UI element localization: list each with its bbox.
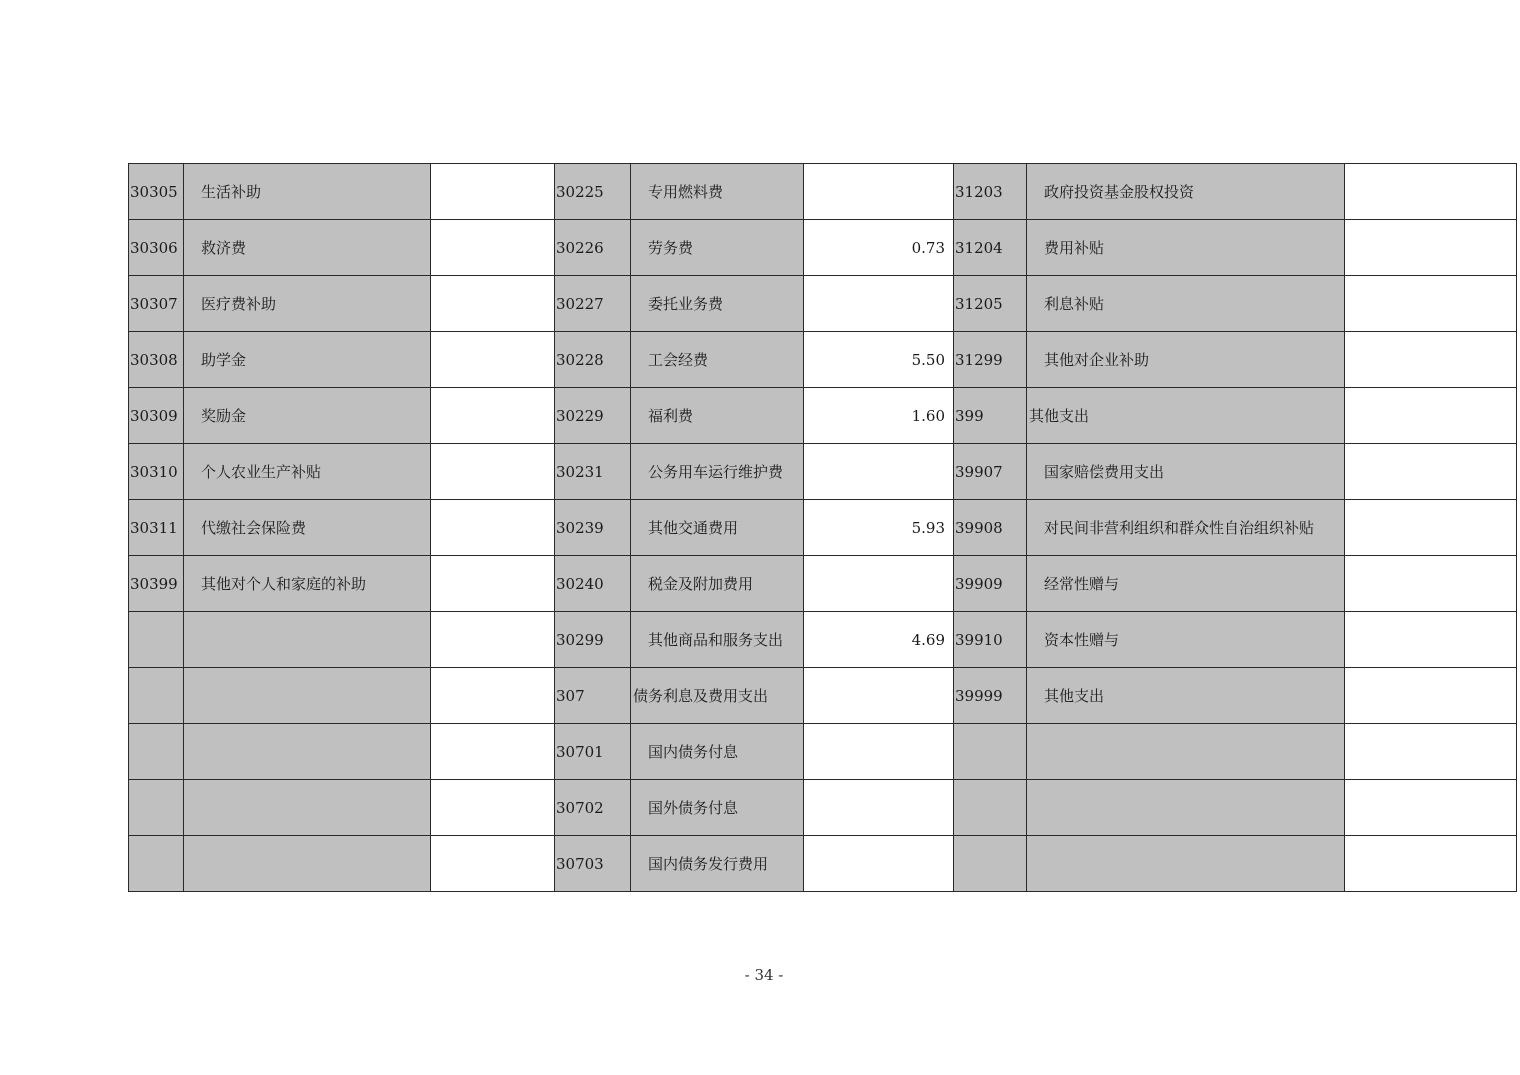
item-code-cell: 31299 [954, 332, 1027, 388]
amount-cell [1345, 780, 1517, 836]
item-code-cell: 30308 [129, 332, 184, 388]
item-code-cell: 39909 [954, 556, 1027, 612]
item-name-cell [184, 780, 431, 836]
item-name-cell: 其他交通费用 [631, 500, 804, 556]
table-row [129, 388, 1517, 444]
item-name-cell: 其他商品和服务支出 [631, 612, 804, 668]
table-row [129, 780, 1517, 836]
amount-cell [1345, 164, 1517, 220]
amount-cell [804, 276, 954, 332]
item-name-cell [1027, 724, 1345, 780]
amount-cell [1345, 724, 1517, 780]
item-code-cell: 30228 [555, 332, 631, 388]
item-code-cell [954, 836, 1027, 892]
table-row [129, 220, 1517, 276]
amount-cell [431, 388, 555, 444]
amount-cell [804, 164, 954, 220]
item-code-cell [129, 836, 184, 892]
amount-cell [431, 444, 555, 500]
amount-cell [431, 612, 555, 668]
item-name-cell: 国外债务付息 [631, 780, 804, 836]
item-code-cell: 30299 [555, 612, 631, 668]
amount-cell: 1.60 [804, 388, 954, 444]
item-name-cell [184, 724, 431, 780]
item-code-cell: 39907 [954, 444, 1027, 500]
page-number: - 34 - [744, 966, 784, 984]
amount-cell [1345, 500, 1517, 556]
amount-cell [1345, 332, 1517, 388]
table-row [129, 556, 1517, 612]
item-name-cell [184, 836, 431, 892]
item-name-cell: 助学金 [184, 332, 431, 388]
item-name-cell: 政府投资基金股权投资 [1027, 164, 1345, 220]
table-row [129, 500, 1517, 556]
expenditure-classification-table [128, 163, 1517, 892]
amount-cell [431, 332, 555, 388]
item-name-cell: 救济费 [184, 220, 431, 276]
item-code-cell: 30307 [129, 276, 184, 332]
item-code-cell: 30703 [555, 836, 631, 892]
item-name-cell: 国内债务付息 [631, 724, 804, 780]
amount-cell [1345, 444, 1517, 500]
item-name-cell: 奖励金 [184, 388, 431, 444]
item-name-cell: 国内债务发行费用 [631, 836, 804, 892]
item-code-cell: 30305 [129, 164, 184, 220]
item-name-cell: 其他支出 [1027, 388, 1345, 444]
table-row [129, 276, 1517, 332]
item-name-cell: 委托业务费 [631, 276, 804, 332]
amount-cell [431, 668, 555, 724]
item-code-cell [954, 780, 1027, 836]
item-code-cell [129, 780, 184, 836]
item-name-cell: 资本性赠与 [1027, 612, 1345, 668]
amount-cell [431, 556, 555, 612]
amount-cell [1345, 220, 1517, 276]
amount-cell [431, 836, 555, 892]
amount-cell: 4.69 [804, 612, 954, 668]
amount-cell: 5.93 [804, 500, 954, 556]
item-name-cell: 生活补助 [184, 164, 431, 220]
amount-cell [804, 724, 954, 780]
item-code-cell: 30309 [129, 388, 184, 444]
item-code-cell [129, 612, 184, 668]
table-row [129, 164, 1517, 220]
item-code-cell [129, 724, 184, 780]
item-code-cell: 30227 [555, 276, 631, 332]
item-name-cell: 国家赔偿费用支出 [1027, 444, 1345, 500]
item-name-cell: 经常性赠与 [1027, 556, 1345, 612]
item-name-cell [1027, 836, 1345, 892]
amount-cell [1345, 612, 1517, 668]
amount-cell [804, 780, 954, 836]
item-code-cell: 30225 [555, 164, 631, 220]
item-code-cell: 30702 [555, 780, 631, 836]
amount-cell [431, 276, 555, 332]
item-name-cell: 公务用车运行维护费 [631, 444, 804, 500]
item-name-cell: 个人农业生产补贴 [184, 444, 431, 500]
item-name-cell: 费用补贴 [1027, 220, 1345, 276]
item-code-cell: 30701 [555, 724, 631, 780]
item-name-cell: 其他支出 [1027, 668, 1345, 724]
item-code-cell [129, 668, 184, 724]
item-code-cell: 30239 [555, 500, 631, 556]
item-name-cell: 对民间非营利组织和群众性自治组织补贴 [1027, 500, 1345, 556]
amount-cell [431, 500, 555, 556]
amount-cell [1345, 836, 1517, 892]
amount-cell [1345, 556, 1517, 612]
table-row [129, 444, 1517, 500]
amount-cell [1345, 276, 1517, 332]
item-name-cell [1027, 780, 1345, 836]
item-name-cell: 劳务费 [631, 220, 804, 276]
item-code-cell: 30399 [129, 556, 184, 612]
table-row [129, 332, 1517, 388]
item-code-cell: 30310 [129, 444, 184, 500]
amount-cell [804, 836, 954, 892]
item-code-cell: 30240 [555, 556, 631, 612]
item-code-cell: 39999 [954, 668, 1027, 724]
item-code-cell: 307 [555, 668, 631, 724]
item-code-cell: 31204 [954, 220, 1027, 276]
amount-cell: 0.73 [804, 220, 954, 276]
item-code-cell: 39910 [954, 612, 1027, 668]
amount-cell [431, 164, 555, 220]
table-body [129, 164, 1517, 892]
amount-cell [431, 220, 555, 276]
item-code-cell: 30231 [555, 444, 631, 500]
amount-cell [431, 780, 555, 836]
amount-cell [804, 444, 954, 500]
item-code-cell: 30306 [129, 220, 184, 276]
amount-cell [431, 724, 555, 780]
item-code-cell: 31205 [954, 276, 1027, 332]
item-name-cell: 医疗费补助 [184, 276, 431, 332]
item-name-cell: 债务利息及费用支出 [631, 668, 804, 724]
table-row [129, 724, 1517, 780]
item-name-cell: 税金及附加费用 [631, 556, 804, 612]
amount-cell [804, 668, 954, 724]
amount-cell [804, 556, 954, 612]
item-code-cell: 31203 [954, 164, 1027, 220]
item-name-cell [184, 612, 431, 668]
item-name-cell: 代缴社会保险费 [184, 500, 431, 556]
item-code-cell: 30226 [555, 220, 631, 276]
table-row [129, 668, 1517, 724]
item-name-cell: 专用燃料费 [631, 164, 804, 220]
item-name-cell: 其他对个人和家庭的补助 [184, 556, 431, 612]
amount-cell [1345, 388, 1517, 444]
amount-cell [1345, 668, 1517, 724]
amount-cell: 5.50 [804, 332, 954, 388]
table-row [129, 836, 1517, 892]
item-name-cell [184, 668, 431, 724]
item-name-cell: 工会经费 [631, 332, 804, 388]
item-name-cell: 福利费 [631, 388, 804, 444]
item-code-cell: 399 [954, 388, 1027, 444]
table-row [129, 612, 1517, 668]
item-code-cell [954, 724, 1027, 780]
item-code-cell: 30311 [129, 500, 184, 556]
item-code-cell: 39908 [954, 500, 1027, 556]
item-name-cell: 利息补贴 [1027, 276, 1345, 332]
item-name-cell: 其他对企业补助 [1027, 332, 1345, 388]
item-code-cell: 30229 [555, 388, 631, 444]
